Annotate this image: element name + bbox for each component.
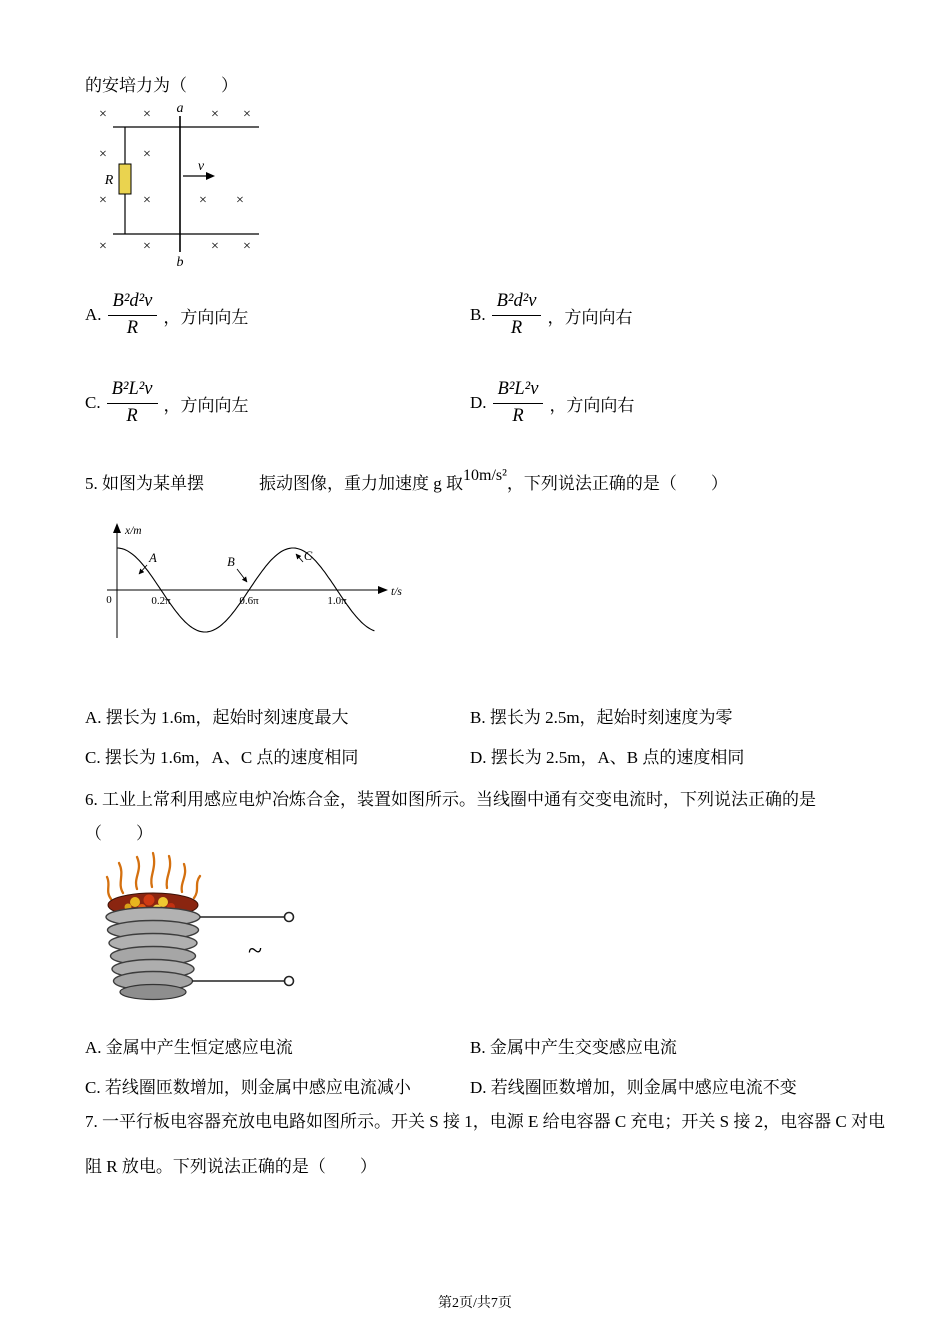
flame-icon bbox=[182, 864, 185, 892]
q5-option-c: C. 摆长为 1.6m，A、C 点的速度相同 bbox=[85, 748, 359, 767]
crucible-base bbox=[120, 985, 186, 1000]
q4-options-row-2 bbox=[85, 372, 885, 434]
rod-label-a: a bbox=[176, 101, 184, 116]
point-arrow-b bbox=[237, 569, 247, 582]
graph-xlabel: t/s bbox=[391, 586, 402, 598]
field-cross: × bbox=[211, 107, 219, 122]
q6-option-d: D. 若线圈匝数增加，则金属中感应电流不变 bbox=[470, 1078, 797, 1097]
field-cross: × bbox=[236, 193, 244, 208]
fraction-denominator: R bbox=[126, 405, 138, 426]
field-cross: × bbox=[243, 107, 251, 122]
velocity-arrowhead bbox=[206, 172, 215, 180]
graph-ylabel: x/m bbox=[125, 525, 142, 537]
q4-lead-text: 的安培力为（ ） bbox=[85, 76, 238, 95]
metal-chunk bbox=[130, 897, 140, 907]
q7-stem-line1: 7. 一平行板电容器充放电电路如图所示。开关 S 接 1，电源 E 给电容器 C 充电；开关 S 接 2，电容器 C 对电 bbox=[85, 1112, 885, 1131]
flame-icon bbox=[167, 856, 170, 888]
q5-text-end: ，下列说法正确的是（ ） bbox=[506, 474, 728, 493]
q5-option-d: D. 摆长为 2.5m，A、B 点的速度相同 bbox=[470, 748, 745, 767]
option-label: D. bbox=[470, 393, 487, 412]
resistor-box bbox=[119, 164, 131, 194]
q6-stem-line2: （ ） bbox=[85, 824, 153, 843]
point-label-a: A bbox=[149, 551, 157, 565]
q4-option-d bbox=[470, 372, 634, 434]
tick-label: 1.0π bbox=[327, 595, 347, 607]
fraction bbox=[108, 290, 158, 339]
flame-icon bbox=[119, 863, 123, 893]
option-label: A. bbox=[85, 305, 102, 324]
flame-icon bbox=[136, 857, 139, 889]
field-cross: × bbox=[99, 147, 107, 162]
field-cross: × bbox=[99, 107, 107, 122]
origin-label: 0 bbox=[106, 594, 112, 606]
q4-options-row-1 bbox=[85, 284, 885, 346]
rod-label-b: b bbox=[176, 255, 184, 270]
q6-options-row-1 bbox=[85, 1033, 885, 1058]
point-arrow-a bbox=[139, 565, 147, 574]
point-label-b: B bbox=[227, 555, 235, 569]
resistor-label: R bbox=[104, 173, 114, 188]
fraction-numerator: B²d²v bbox=[108, 290, 158, 315]
fraction-numerator: B²L²v bbox=[107, 378, 158, 403]
fraction-denominator: R bbox=[510, 317, 523, 338]
fraction bbox=[107, 378, 158, 427]
flames bbox=[107, 853, 200, 899]
q7-stem-line2: 阻 R 放电。下列说法正确的是（ ） bbox=[85, 1157, 377, 1176]
q5-text-mid: 振动图像，重力加速度 g 取 bbox=[259, 474, 463, 493]
fraction bbox=[493, 378, 544, 427]
fraction-denominator: R bbox=[126, 317, 139, 338]
terminal-bottom bbox=[285, 977, 294, 986]
tick-label: 0.2π bbox=[151, 595, 171, 607]
metal-chunk bbox=[144, 895, 155, 906]
fraction bbox=[492, 290, 542, 339]
field-cross: × bbox=[211, 239, 219, 254]
option-label: C. bbox=[85, 393, 101, 412]
q6-option-a: A. 金属中产生恒定感应电流 bbox=[85, 1038, 293, 1057]
q5-text-start: 5. 如图为某单摆 bbox=[85, 474, 204, 493]
fraction-numerator: B²L²v bbox=[493, 378, 544, 403]
q6-stem-line1: 6. 工业上常利用感应电炉冶炼合金，装置如图所示。当线圈中通有交变电流时，下列说法正确的是 bbox=[85, 790, 816, 809]
field-cross: × bbox=[143, 147, 151, 162]
point-label-c: C bbox=[303, 549, 313, 563]
q5-option-b: B. 摆长为 2.5m，起始时刻速度为零 bbox=[470, 708, 733, 727]
field-cross: × bbox=[199, 193, 207, 208]
q5-options-row-1 bbox=[85, 703, 885, 728]
option-direction: ，方向向左 bbox=[163, 307, 249, 327]
y-axis-arrow bbox=[113, 523, 121, 533]
field-cross: × bbox=[99, 193, 107, 208]
fraction-numerator: B²d²v bbox=[492, 290, 542, 315]
x-axis-arrow bbox=[378, 586, 388, 594]
option-direction: ，方向向右 bbox=[549, 395, 635, 415]
field-cross: × bbox=[143, 107, 151, 122]
velocity-label: v bbox=[197, 159, 205, 174]
option-direction: ，方向向右 bbox=[547, 307, 633, 327]
induction-coil bbox=[106, 908, 200, 1000]
option-label: B. bbox=[470, 305, 486, 324]
field-cross: × bbox=[143, 193, 151, 208]
q5-g-value: 10m/s² bbox=[463, 467, 507, 484]
q6-furnace-figure bbox=[95, 843, 310, 1008]
q4-option-a bbox=[85, 284, 470, 346]
q5-pendulum-graph bbox=[95, 518, 415, 673]
q4-option-b bbox=[470, 284, 632, 346]
field-cross: × bbox=[143, 239, 151, 254]
q5-stem bbox=[85, 467, 728, 499]
point-arrow-c bbox=[296, 554, 303, 562]
q5-option-a: A. 摆长为 1.6m，起始时刻速度最大 bbox=[85, 708, 349, 727]
q4-circuit-diagram bbox=[85, 100, 270, 270]
flame-icon bbox=[151, 853, 154, 887]
tick-label: 0.6π bbox=[239, 595, 259, 607]
option-direction: ，方向向左 bbox=[163, 395, 249, 415]
q7-stem bbox=[85, 1108, 885, 1181]
flame-icon bbox=[107, 877, 111, 899]
ac-symbol: ~ bbox=[247, 936, 263, 965]
q6-option-b: B. 金属中产生交变感应电流 bbox=[470, 1038, 677, 1057]
q6-options-row-2 bbox=[85, 1073, 885, 1098]
fraction-denominator: R bbox=[512, 405, 524, 426]
field-cross: × bbox=[99, 239, 107, 254]
page-footer: 第2页/共7页 bbox=[438, 1296, 512, 1311]
flame-icon bbox=[194, 876, 200, 898]
terminal-top bbox=[285, 913, 294, 922]
q5-options-row-2 bbox=[85, 743, 885, 768]
q6-option-c: C. 若线圈匝数增加，则金属中感应电流减小 bbox=[85, 1078, 411, 1097]
field-cross: × bbox=[243, 239, 251, 254]
q4-option-c bbox=[85, 372, 470, 434]
